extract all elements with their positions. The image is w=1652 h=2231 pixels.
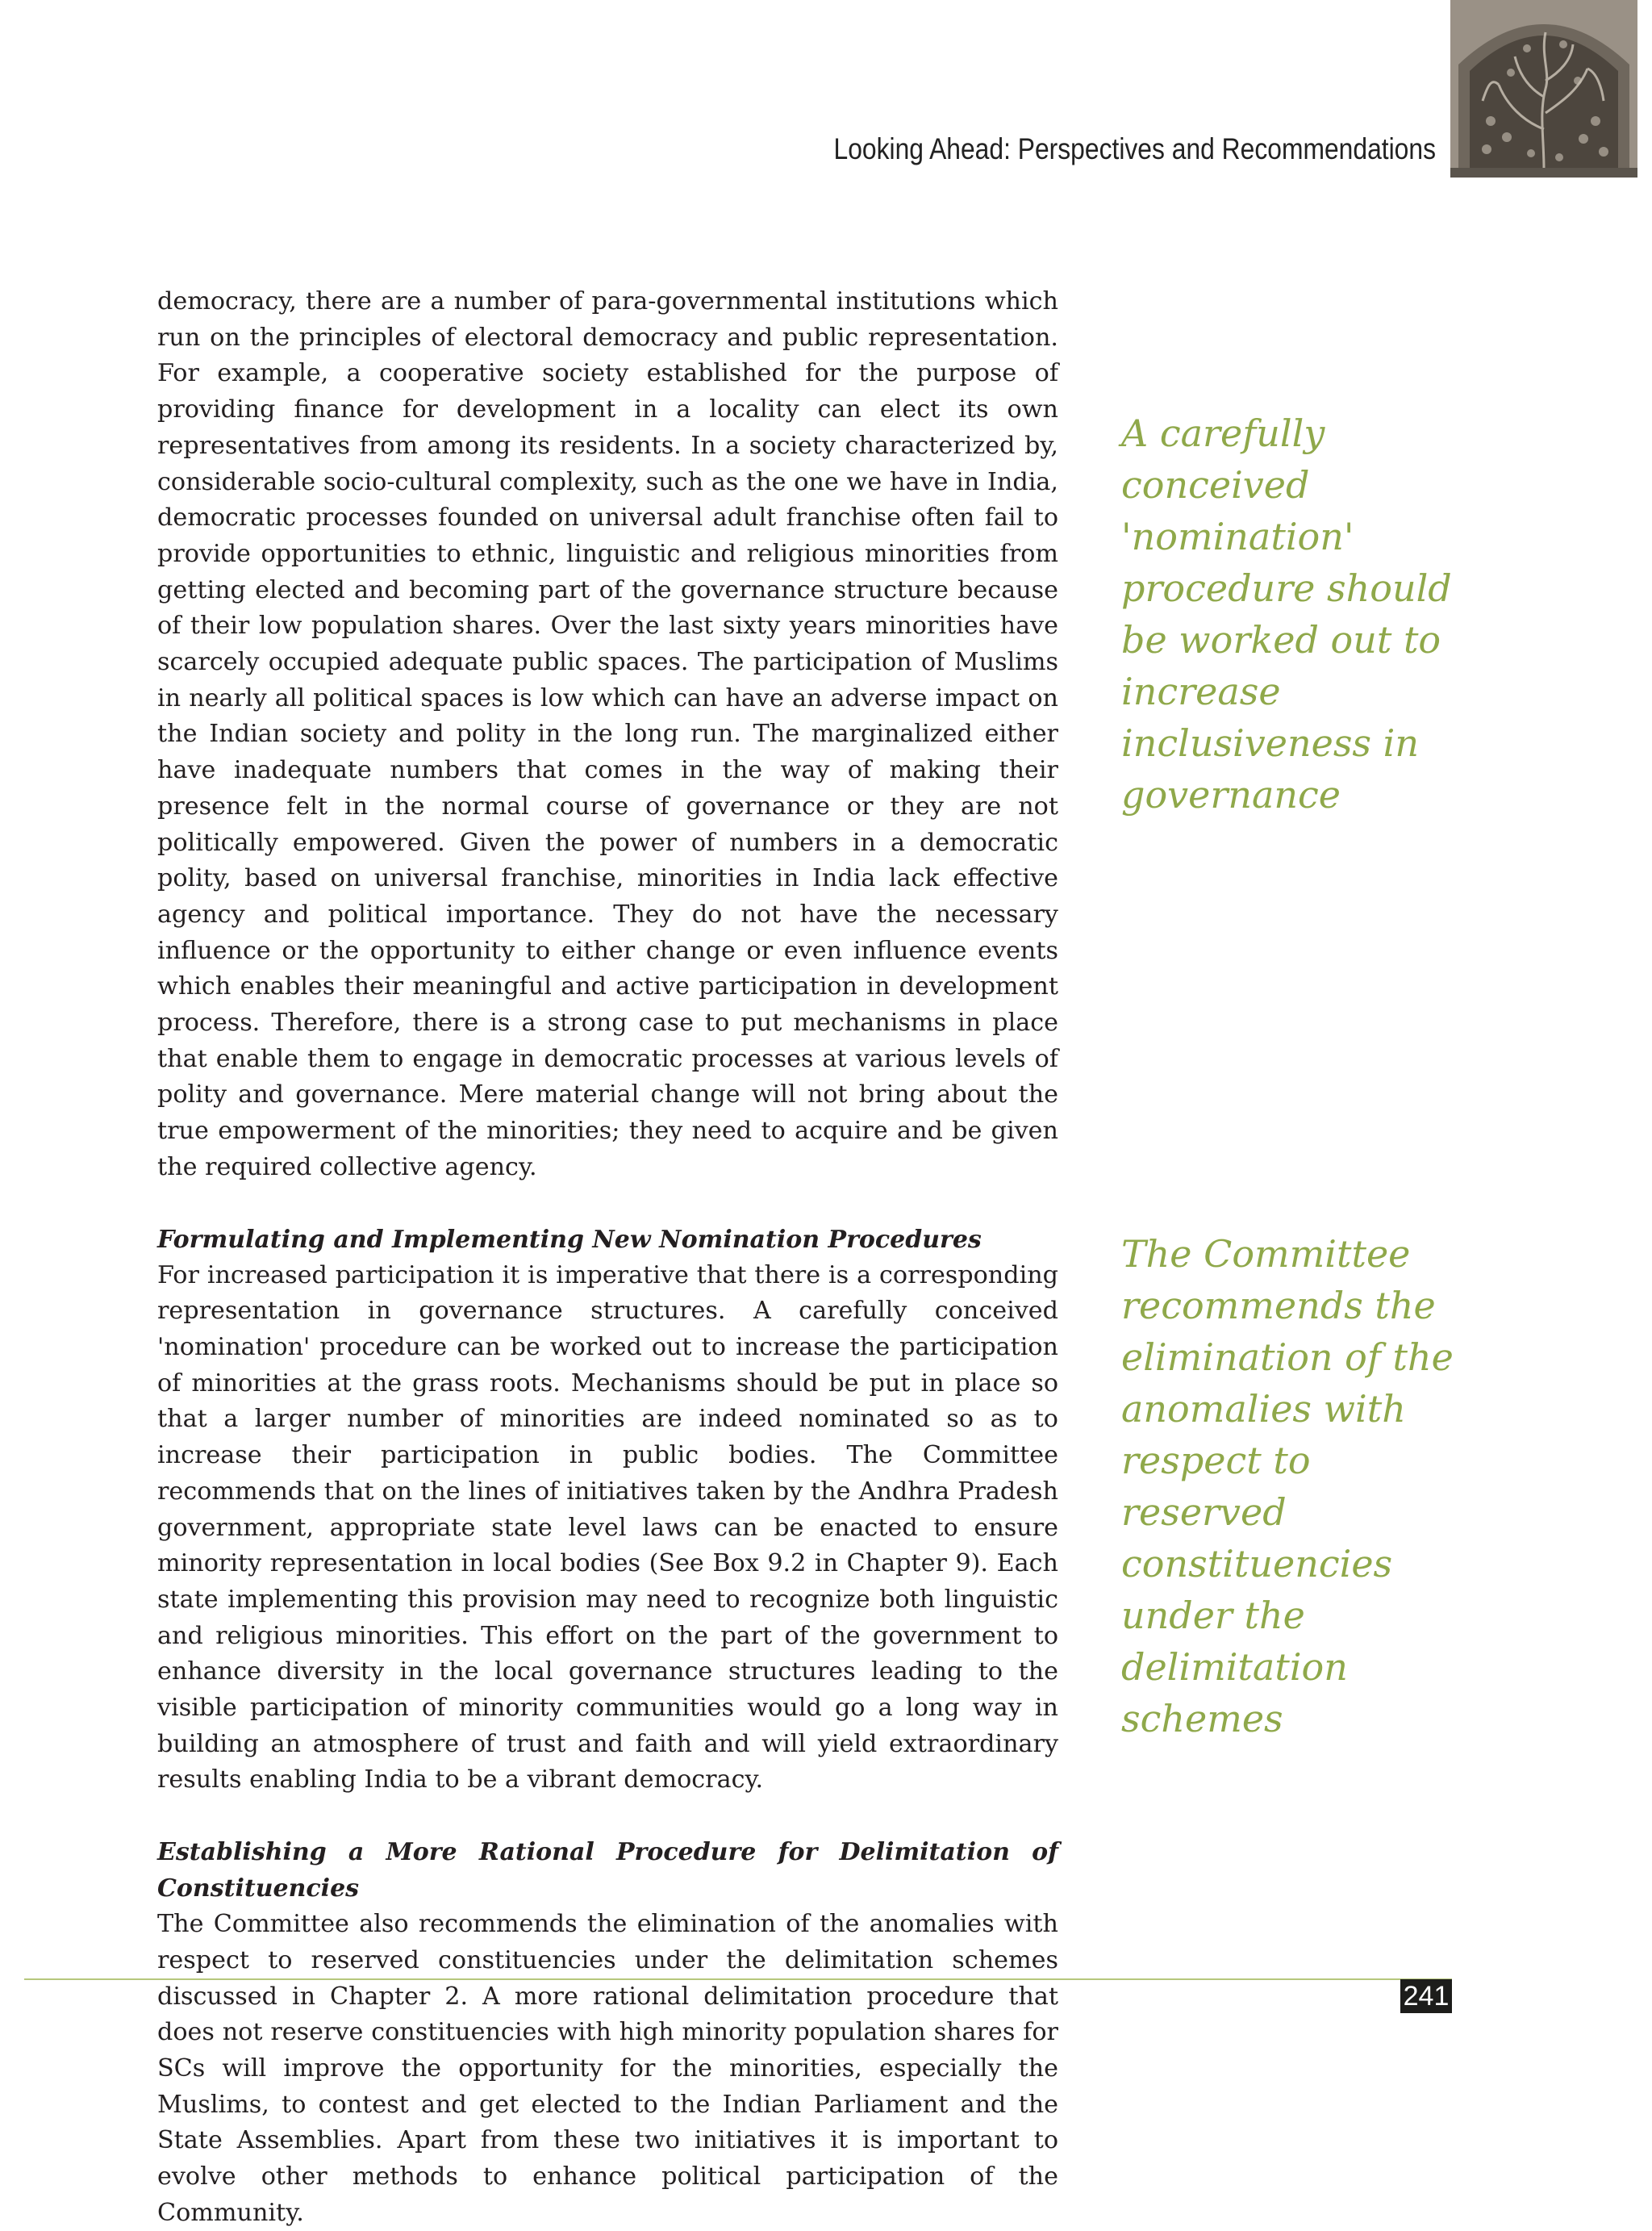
pull-quote: A carefully conceived 'nomination' procedure should be worked out to increase inclusiveness in governance — [1121, 412, 1452, 817]
section-heading: Formulating and Implementing New Nomination Procedures — [157, 1225, 982, 1254]
footer-divider — [24, 1978, 1452, 1980]
body-paragraph: democracy, there are a number of para-governmental institutions which run on the principles of electoral democracy and public representation. For example, a cooperative society established for the purpose of providing finance for development in a locality can elect its own representatives from among its residents. In a society characterized by, considerable socio-cultural complexity, such as the one we have in India, democratic processes founded on universal adult franchise often fail to provide opportunities to ethnic, linguistic and religious minorities from getting elected and becoming part of the governance structure because of their low population shares. Over the last sixty years minorities have scarcely occupied adequate public spaces. The participation of Muslims in nearly all political spaces is low which can have an adverse impact on the Indian society and polity in the long run. The marginalized either have inadequate numbers that comes in the way of making their presence felt in the normal course of governance or they are not politically empowered. Given the power of numbers in a democratic polity, based on universal franchise, minorities in India lack effective agency and political importance. They do not have the necessary influence or the opportunity to either change or even influence events which enables their meaningful and active participation in development process. Therefore, there is a strong case to put mechanisms in place that enable them to engage in democratic processes at various levels of polity and governance. Mere material change will not bring about the true empowerment of the minorities; they need to acquire and be given the required collective agency. — [157, 287, 1058, 1181]
running-header-title: Looking Ahead: Perspectives and Recommendations — [833, 132, 1436, 165]
section-heading: Establishing a More Rational Procedure for Delimitation of Constituencies — [157, 1838, 1058, 1903]
body-paragraph: The Committee also recommends the elimination of the anomalies with respect to reserved constituencies under the delimitation schemes discussed in Chapter 2. A more rational delimitation procedure that does not reserve constituencies with high minority population shares for SCs will improve the opportunity for the minorities, especially the Muslims, to contest and get elected to the Indian Parliament and the State Assemblies. Apart from these two initiatives it is important to evolve other methods to enhance political participation of the Community. — [157, 1910, 1058, 2227]
main-text-column — [157, 284, 1058, 2231]
page-number: 241 — [1400, 1979, 1452, 2013]
ornate-stone-lattice-window-icon — [1450, 0, 1637, 178]
pull-quote: The Committee recommends the elimination of the anomalies with respect to reserved constituencies under the delimitation schemes — [1121, 1232, 1454, 1740]
body-paragraph: For increased participation it is imperative that there is a corresponding representation in governance structures. A carefully conceived 'nomination' procedure can be worked out to increase the participation of minorities at the grass roots. Mechanisms should be put in place so that a larger number of minorities are indeed nominated so as to increase their participation in public bodies. The Committee recommends that on the lines of initiatives taken by the Andhra Pradesh government, appropriate state level laws can be enacted to ensure minority representation in local bodies (See Box 9.2 in Chapter 9). Each state implementing this provision may need to recognize both linguistic and religious minorities. This effort on the part of the government to enhance diversity in the local governance structures leading to the visible participation of minority communities would go a long way in building an atmosphere of trust and faith and will yield extraordinary results enabling India to be a vibrant democracy. — [157, 1260, 1058, 1794]
